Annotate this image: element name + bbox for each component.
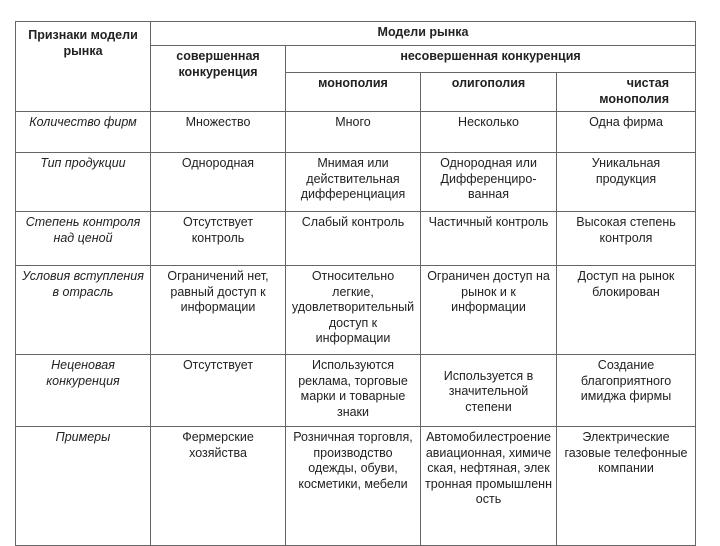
row-label: Количество фирм xyxy=(16,112,151,153)
header-monopolistic: монополия xyxy=(286,73,421,112)
row-label: Неценовая конкуренция xyxy=(16,355,151,427)
cell: Однородная xyxy=(151,153,286,212)
cell: Используются реклама, торговые марки и товарные знаки xyxy=(286,355,421,427)
cell: Ограничен доступ на рынок и к информации xyxy=(421,266,557,355)
cell: Доступ на рынок блокирован xyxy=(557,266,696,355)
cell: Создание благоприятного имиджа фирмы xyxy=(557,355,696,427)
cell: Автомобилестроение авиационная, химическая, нефтяная, электронная промышленность xyxy=(421,427,557,546)
header-pure-monopoly: чистая монополия xyxy=(557,73,696,112)
header-market-models: Модели рынка xyxy=(151,22,696,46)
header-oligopoly: олигополия xyxy=(421,73,557,112)
header-criteria: Признаки модели рынка xyxy=(16,22,151,112)
cell: Относительно легкие, удовлетворительный доступ к информации xyxy=(286,266,421,355)
header-imperfect-competition: несовершенная конкуренция xyxy=(286,46,696,73)
cell: Ограничений нет, равный доступ к информации xyxy=(151,266,286,355)
cell: Одна фирма xyxy=(557,112,696,153)
cell: Частичный контроль xyxy=(421,212,557,266)
row-label: Примеры xyxy=(16,427,151,546)
table-row xyxy=(16,355,696,427)
cell: Много xyxy=(286,112,421,153)
cell: Отсутствует xyxy=(151,355,286,427)
market-models-table xyxy=(15,21,696,546)
table-row xyxy=(16,153,696,212)
cell: Розничная торговля, производство одежды, обуви, косметики, мебели xyxy=(286,427,421,546)
cell: Однородная или Дифференциро-ванная xyxy=(421,153,557,212)
row-label: Тип продукции xyxy=(16,153,151,212)
cell: Несколько xyxy=(421,112,557,153)
table-row xyxy=(16,112,696,153)
cell: Слабый контроль xyxy=(286,212,421,266)
cell: Множество xyxy=(151,112,286,153)
cell: Уникальная продукция xyxy=(557,153,696,212)
row-label: Степень контроля над ценой xyxy=(16,212,151,266)
table-row xyxy=(16,427,696,546)
cell: Используется в значительной степени xyxy=(421,355,557,427)
header-perfect-competition: совершенная конкуренция xyxy=(151,46,286,112)
cell: Отсутствует контроль xyxy=(151,212,286,266)
table-row xyxy=(16,266,696,355)
row-label: Условия вступления в отрасль xyxy=(16,266,151,355)
cell: Фермерские хозяйства xyxy=(151,427,286,546)
cell: Высокая степень контроля xyxy=(557,212,696,266)
cell: Мнимая или действительная дифференциация xyxy=(286,153,421,212)
table-row xyxy=(16,212,696,266)
cell: Электрические газовые телефонные компании xyxy=(557,427,696,546)
